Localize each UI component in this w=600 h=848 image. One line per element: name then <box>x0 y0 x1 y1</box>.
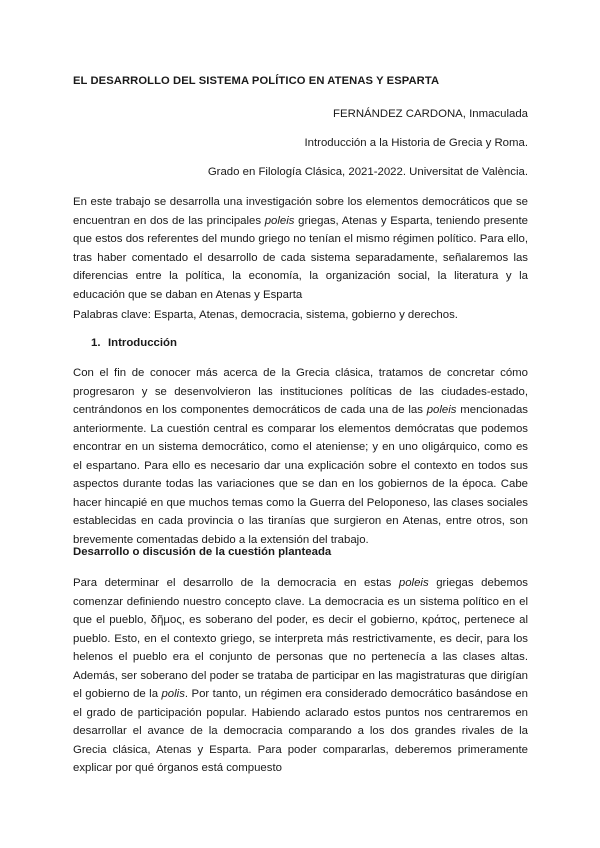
discussion-paragraph <box>73 574 528 778</box>
abstract-paragraph <box>73 193 528 304</box>
discussion-poleis: poleis <box>398 577 429 589</box>
discussion-text-2: griegas debemos comenzar definiendo nuestro concepto clave. La democracia es un sistema político en el que el pueblo, δῆμος, es soberano del poder, es decir el gobierno, κράτος, pertenece al pueblo. Esto, en el contexto griego, se interpreta más restrictivamente, es decir, para los helenos el pueblo era el conjunto de personas que no pertenecía a las clases altas. Además, ser soberano del poder se trataba de participar en las magistraturas que dirigían el gobierno de la <box>73 577 529 700</box>
degree-line: Grado en Filología Clásica, 2021-2022. Universitat de València. <box>207 166 528 178</box>
intro-text-1: Con el fin de conocer más acerca de la Grecia clásica, tratamos de concretar cómo progresaron y se desenvolvieron las instituciones políticas de las ciudades-estado, centrándonos en los componentes democráticos de cada una de las <box>73 367 528 416</box>
section-1-number: 1. <box>91 337 101 349</box>
author-line: FERNÁNDEZ CARDONA, Inmaculada <box>333 108 528 120</box>
abstract-text-1: En este trabajo se desarrolla una investigación sobre los elementos democráticos que se encuentran en dos de las principales <box>73 196 528 227</box>
course-line: Introducción a la Historia de Grecia y Roma. <box>304 137 528 149</box>
discussion-polis: polis <box>161 688 185 700</box>
section-1-title: Introducción <box>108 337 177 349</box>
section-1-heading <box>91 337 177 349</box>
intro-text-2: mencionadas anteriormente. La cuestión central es comparar los elementos demócratas que podemos encontrar en un sistema democrático, como el ateniense; y en uno oligárquico, como es el espartano. Para ello es necesario dar una explicación sobre el contexto en todos sus aspectos durante todas las variaciones que se dan en los gobiernos de la época. Cabe hacer hincapié en que muchos temas como la Guerra del Peloponeso, las clases sociales establecidas en cada provincia o las tiranías que surgieron en Atenas, entre otros, son brevemente comentadas debido a la extensión del trabajo. <box>73 404 528 546</box>
keywords-line: Palabras clave: Esparta, Atenas, democracia, sistema, gobierno y derechos. <box>73 309 458 321</box>
discussion-text-1: Para determinar el desarrollo de la democracia en estas <box>73 577 399 589</box>
intro-poleis: poleis <box>426 404 457 416</box>
document-title: EL DESARROLLO DEL SISTEMA POLÍTICO EN ATENAS Y ESPARTA <box>73 75 440 87</box>
discussion-text-3: . Por tanto, un régimen era considerado democrático basándose en el grado de participación popular. Habiendo aclarado estos puntos nos centraremos en desarrollar el avance de la democracia comparando a los dos grandes rivales de la Grecia clásica, Atenas y Esparta. Para poder compararlas, deberemos primeramente explicar por qué órganos está compuesto <box>73 688 528 774</box>
introduction-paragraph <box>73 364 528 549</box>
section-2-heading: Desarrollo o discusión de la cuestión planteada <box>73 546 332 558</box>
abstract-poleis: poleis <box>264 214 295 227</box>
abstract-text-2: griegas, Atenas y Esparta, teniendo presente que estos dos referentes del mundo griego no tenían el mismo régimen político. Para ello, tras haber comentado el desarrollo de cada sistema separadamente, señalaremos las diferencias entre la política, la economía, la organización social, la literatura y la educación que se daban en Atenas y Esparta <box>73 214 528 301</box>
